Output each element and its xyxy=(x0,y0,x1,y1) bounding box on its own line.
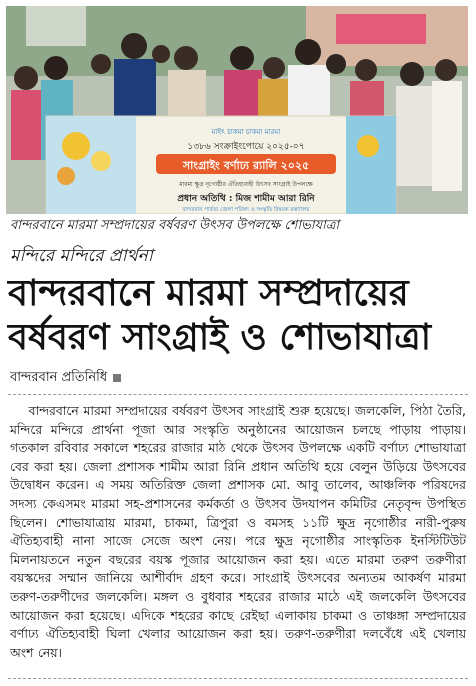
headline xyxy=(8,272,470,360)
headline-line2: বর্ষবরণ সাংগ্রাই ও শোভাযাত্রা xyxy=(8,317,432,358)
banner-title: সাংগ্রাইং বর্ণাঢ্য র‍্যালি ২০২৫ xyxy=(182,159,310,172)
sky-patch xyxy=(26,6,86,46)
banner-bottom: প্রধান অতিথি : মিজ শামীম আরা রিনি xyxy=(177,194,315,204)
byline xyxy=(10,370,310,386)
flower-icon xyxy=(57,167,75,185)
photo-caption: বান্দরবানে মারমা সম্প্রদায়ের বর্ষবরণ উৎসব উপলক্ষে শোভাযাত্রা xyxy=(10,218,340,233)
byline-text: বান্দরবান প্রতিনিধি xyxy=(10,370,108,385)
flower-icon xyxy=(91,151,111,171)
divider-top xyxy=(8,394,468,395)
news-photo xyxy=(6,6,468,214)
divider-bottom xyxy=(8,678,468,679)
storefront-sign xyxy=(336,14,426,44)
procession-photo xyxy=(6,6,468,214)
headline-line1: বান্দরবানে মারমা সম্প্রদায়ের xyxy=(8,273,409,314)
square-bullet-icon xyxy=(113,374,121,382)
banner-line1: মাইৎ চাকমা চাকমা মারমা xyxy=(211,128,281,136)
flower-icon xyxy=(62,132,90,160)
kicker-subheadline: মন্দিরে মন্দিরে প্রার্থনা xyxy=(10,246,153,266)
flower-icon xyxy=(357,135,379,157)
procession-banner xyxy=(46,116,396,214)
banner-footer: বান্দরবান পার্বত্য জেলা পরিষদ ও সংস্কৃতি বিষয়ক মন্ত্রণালয় xyxy=(182,207,310,213)
article-body: বান্দরবানে মারমা সম্প্রদায়ের বর্ষবরণ উৎসব সাংগ্রাই শুরু হয়েছে। জলকেলি, পিঠা তৈরি, মন্দিরে মন্দিরে প্রার্থনা পূজা আর সংস্কৃতি অনুষ্ঠানের আয়োজন চলছে পাড়ায় পাড়ায়। গতকাল রবিবার সকালে শহরের রাজার মাঠ থেকে উৎসব উপলক্ষে একটি বর্ণাঢ্য শোভাযাত্রা বের করা হয়। জেলা প্রশাসক শামীম আরা রিনি প্রধান অতিথি হয়ে বেলুন উড়িয়ে উৎসবের উদ্বোধন করেন। এ সময় অতিরিক্ত জেলা প্রশাসক মো. আবু তালেব, আঞ্চলিক পরিষদের সদস্য কেএসমং মারমা সহ-প্রশাসনের কর্মকর্তা ও উৎসব উদযাপন কমিটির নেতৃবৃন্দ উপস্থিত ছিলেন। শোভাযাত্রায় মারমা, চাকমা, ত্রিপুরা ও বমসহ ১১টি ক্ষুদ্র নৃগোষ্ঠীর নারী-পুরুষ ঐতিহ্যবাহী নানা সাজে সেজে অংশ নেয়। পরে ক্ষুদ্র নৃগোষ্ঠীর সাংস্কৃতিক ইনস্টিটিউট মিলনায়তনে নতুন বছরের বয়স্ক পূজার আয়োজন করা হয়। এতে মারমা তরুণ তরুণীরা বয়স্কদের সম্মান জানিয়ে আশীর্বাদ গ্রহণ করে। সাংগ্রাই উৎসবের অন্যতম আকর্ষণ মারমা তরুণ-তরুণীদের জলকেলি। মঙ্গল ও বুধবার শহরের রাজার মাঠে এই জলকেলি উৎসবের আয়োজন করা হয়েছে। এদিকে শহরের কাছে রেইছা এলাকায় চাকমা ও তাঞ্চঙ্গা সম্প্রদায়ের বর্ণাঢ্য ঐতিহ্যবাহী ঘিলা খেলার আয়োজন করা হয়। তরুণ-তরুণীরা দলবেঁধে এই খেলায় অংশ নেয়। xyxy=(10,403,466,660)
banner-line2: ১৩৮৬ সংক্রাইংপোয়ে ২০২৫-০৭ xyxy=(187,142,305,152)
banner-sub: মারমা ক্ষুদ্র নৃগোষ্ঠীর ঐতিহ্যবাহী উৎসব সাংগ্রাই উপলক্ষে xyxy=(179,181,313,188)
